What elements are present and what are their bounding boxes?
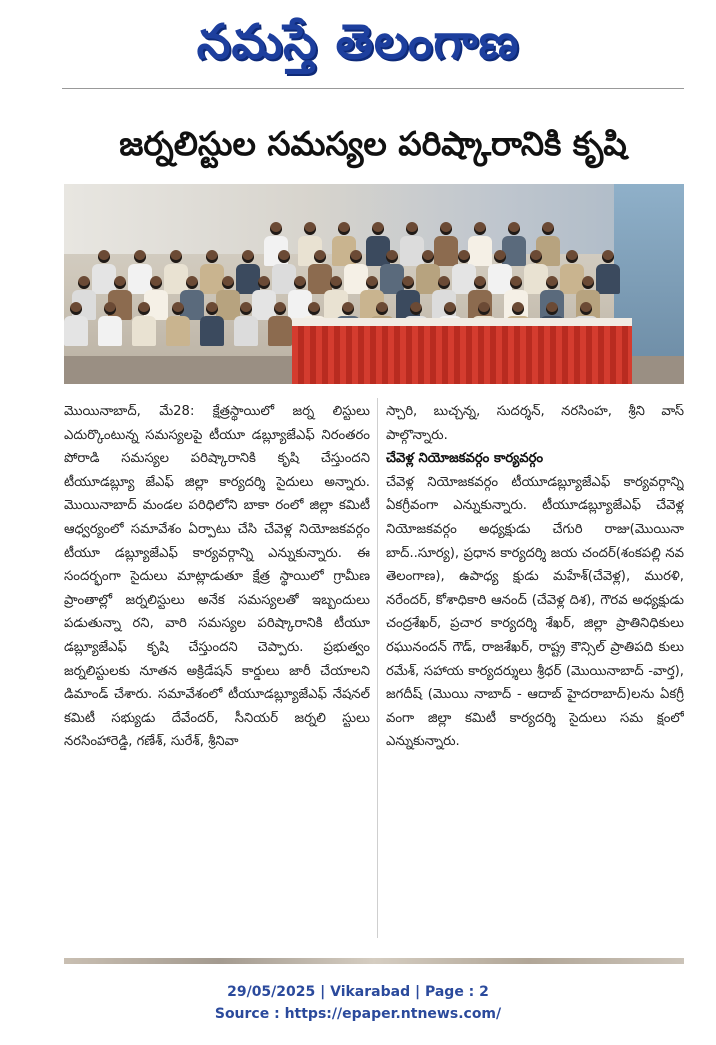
left-column-text: మొయినాబాద్, మే28: క్షేత్రస్థాయిలో జర్న లిస్టులు ఎదుర్కొంటున్న సమస్యలపై టీయూ డబ్ల్యూజేఎఫ్ నిరంతరం పోరాడి సమస్యల పరిష్కారానికి కృషి చేస్తుందని టీయూడబ్ల్యూ జేఎఫ్ జిల్లా కార్యదర్శి సైదులు అన్నారు. మొయినాబాద్ మండల పరిధిలోని బాకా రంలో జిల్లా కమిటీ ఆధ్వర్యంలో సమావేశం ఏర్పాటు చేసి చేవెళ్ల నియోజకవర్గం టీయూ డబ్ల్యూజేఎఫ్ కార్యవర్గాన్ని ఎన్నుకున్నారు. ఈ సందర్భంగా సైదులు మాట్లాడుతూ క్షేత్ర స్థాయిలో గ్రామీణ ప్రాంతాల్లో జర్నలిస్టులు అనేక సమస్యలతో ఇబ్బందులు పడుతున్నా రని, వారి సమస్యల పరిష్కారానికి టీయూ డబ్ల్యూజేఎఫ్ కృషి చేస్తుందని చెప్పారు. ప్రభుత్వం జర్నలిస్టులకు నూతన అక్రిడేషన్ కార్డులు జారీ చేయాలని డిమాండ్ చేశారు. సమావేశంలో టీయూడబ్ల్యూజేఎఫ్ నేషనల్ కమిటీ సభ్యుడు దేవేందర్, సీనియర్ జర్నలి స్టులు నరసింహారెడ్డి, గణేశ్, సురేశ్, శ్రీనివా [64,404,370,750]
photo-person [268,302,292,346]
masthead-divider [62,88,684,89]
photo-person [234,302,258,346]
right-column-intro: స్చారి, బుచ్చన్న, సుదర్శన్, నరసింహ, శ్రీని వాస్ పాల్గొన్నారు. [386,404,684,443]
bottom-photo-strip [64,958,684,964]
article-left-column [64,400,370,940]
right-column-body: చేవెళ్ల నియోజకవర్గం టీయూడబ్ల్యూజేఎఫ్ కార్యవర్గాన్ని ఏకగ్రీవంగా ఎన్నుకున్నారు. టీయూడబ్ల్యూజేఎఫ్ చేవెళ్ల నియోజకవర్గం అధ్యక్షుడు చేగురి రాజు(మొయినా బాద్..సూర్య), ప్రధాన కార్యదర్శి జయ చందర్(శంకపల్లి నవ తెలంగాణ), ఉపాధ్య క్షుడు మహేశ్(చేవెళ్ల), మురళి, నరేందర్, కోశాధికారి ఆనంద్ (చేవెళ్ల దిశ), గౌరవ అధ్యక్షుడు చంద్రశేఖర్, ప్రచార కార్యదర్శి శేఖర్, జిల్లా ప్రాతినిధికులు రఘునందన్ గౌడ్, రాజశేఖర్, రాష్ట్ర కౌన్సిల్ ప్రాతిపది కులు రమేశ్, సహాయ కార్యదర్శులు శ్రీధర్ (మొయినాబాద్ -వార్త), జగదీష్ (మొయి నాబాద్ - ఆదాబ్ హైదరాబాద్)లను ఏకగ్రీ వంగా జిల్లా కమిటీ కార్యదర్శి సైదులు సమ క్షంలో ఎన్నుకున్నారు. [386,474,684,750]
photo-table-cloth [292,326,632,384]
column-divider [377,398,378,938]
photo-person [166,302,190,346]
photo-person [98,302,122,346]
photo-person [64,302,88,346]
article-subheading: చేవెళ్ల నియోజకవర్గం కార్యవర్గం [386,451,544,467]
masthead-title: నమస్తే తెలంగాణ [196,14,520,70]
article-right-column [386,400,684,940]
article-photo [64,184,684,384]
article-headline: జర్నలిస్టుల సమస్యల పరిష్కారానికి కృషి [119,124,627,163]
photo-person [132,302,156,346]
footer-source-link[interactable]: Source : https://epaper.ntnews.com/ [214,1006,502,1022]
footer-date-page: 29/05/2025 | Vikarabad | Page : 2 [227,984,489,1000]
photo-person [200,302,224,346]
